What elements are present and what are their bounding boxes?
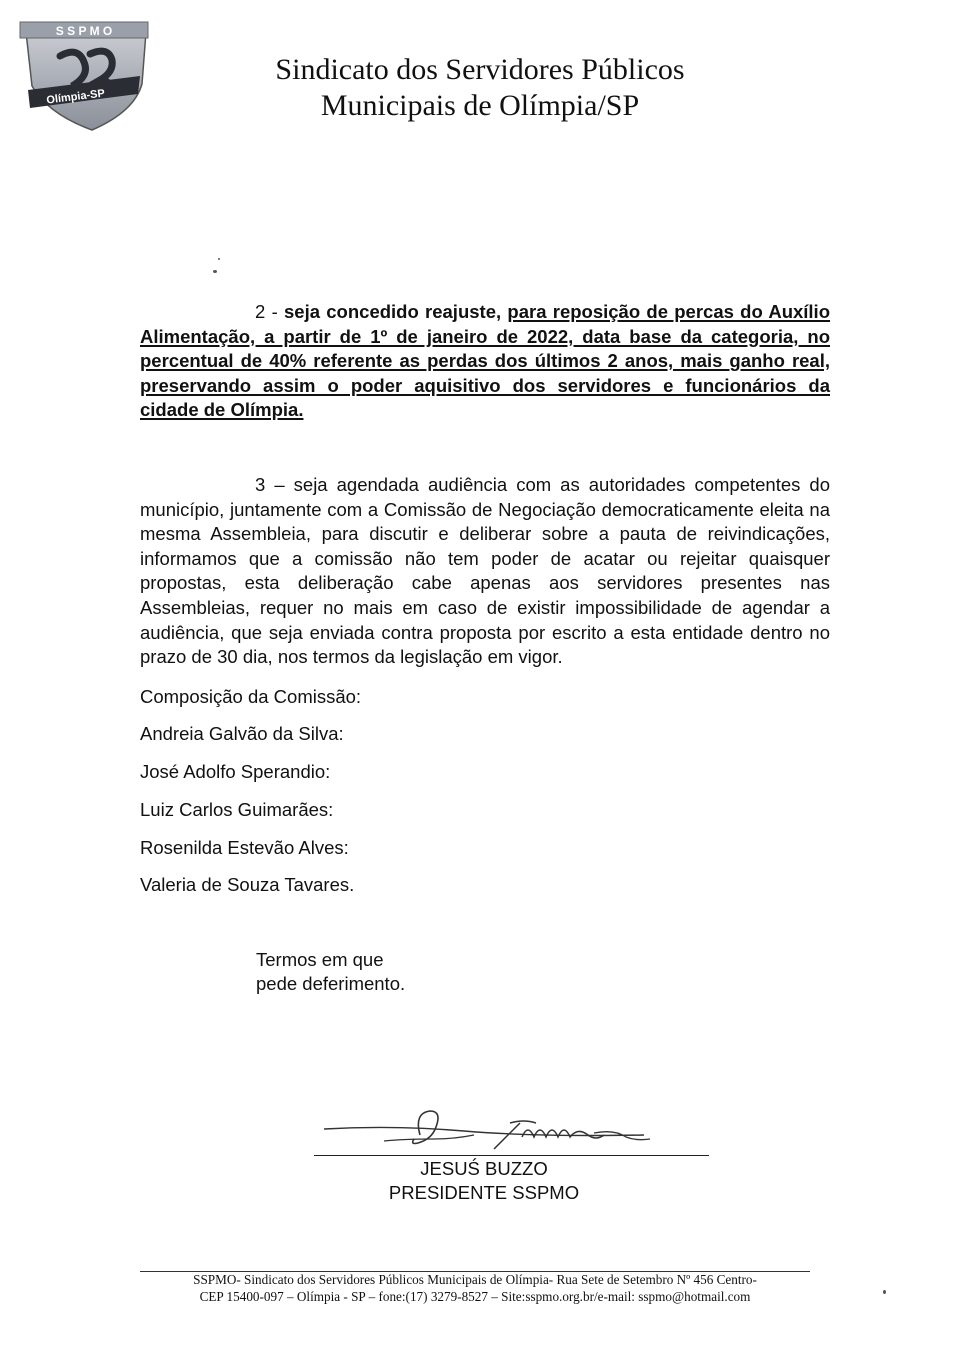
handwritten-signature — [314, 1105, 709, 1157]
commission-member: Luiz Carlos Guimarães: — [140, 799, 334, 820]
item-3-text: seja agendada audiência com as autoridades competentes do município, juntamente com a Comissão de Negociação democraticamente eleita na mesma Assembleia, para discutir e deliberar sobre a pauta de reivindicações, informamos que a comissão não tem poder de acatar ou rejeitar quaisquer propostas, esta deliberação cabe apenas aos servidores presentes nas Assembleias, requer no mais em caso de existir impossibilidade de agendar a audiência, que seja enviada contra proposta por escrito a esta entidade dentro no prazo de 30 dia, nos termos da legislação em vigor. — [140, 474, 830, 668]
org-name-line1: Sindicato dos Servidores Públicos — [275, 53, 685, 86]
signer-block — [314, 1157, 654, 1205]
item-3-paragraph — [140, 473, 830, 670]
sspmo-shield-logo — [14, 14, 154, 134]
signer-name: JESUŚ BUZZO — [420, 1158, 548, 1179]
footer-line2: CEP 15400-097 – Olímpia - SP – fone:(17) 3279-8527 – Site:sspmo.org.br/e-mail: sspmo@hotmail.com — [199, 1289, 751, 1304]
signature-line — [314, 1155, 709, 1156]
org-title — [240, 52, 720, 124]
logo-top-text: S S P M O — [55, 24, 113, 38]
footer-line1: SSPMO- Sindicato dos Servidores Públicos Municipais de Olímpia- Rua Sete de Setembro Nº 456 Centro- — [193, 1272, 757, 1287]
item-2-dash: - — [271, 301, 278, 322]
scan-speck — [883, 1290, 886, 1294]
commission-heading: Composição da Comissão: — [140, 686, 362, 707]
footer — [130, 1271, 820, 1305]
commission-member: Valeria de Souza Tavares. — [140, 874, 355, 895]
signer-title: PRESIDENTE SSPMO — [388, 1182, 580, 1203]
logo-banner-text: Olímpia-SP — [45, 87, 106, 107]
closing-line2: pede deferimento. — [256, 973, 406, 994]
commission-member: José Adolfo Sperandio: — [140, 761, 331, 782]
item-3-dash: – — [274, 474, 285, 495]
org-name-line2: Municipais de Olímpia/SP — [320, 89, 640, 122]
closing-remarks — [256, 948, 405, 996]
commission-member: Andreia Galvão da Silva: — [140, 723, 344, 744]
item-2-paragraph — [140, 300, 830, 423]
closing-line1: Termos em que — [256, 949, 384, 970]
item-2-lead: seja concedido reajuste, — [284, 301, 502, 322]
item-2-number: 2 — [255, 301, 266, 322]
scan-speck — [213, 270, 217, 273]
scan-speck — [218, 258, 220, 260]
commission-member: Rosenilda Estevão Alves: — [140, 837, 349, 858]
item-3-number: 3 — [255, 474, 266, 495]
item-2-underlined-text: para reposição de percas do Auxílio Alimentação, a partir de 1º de janeiro de 2022, data base da categoria, no percentual de 40% referente as perdas dos últimos 2 anos, mais ganho real, preservando assim o poder aquisitivo dos servidores e funcionários da cidade de Olímpia. — [140, 301, 831, 421]
